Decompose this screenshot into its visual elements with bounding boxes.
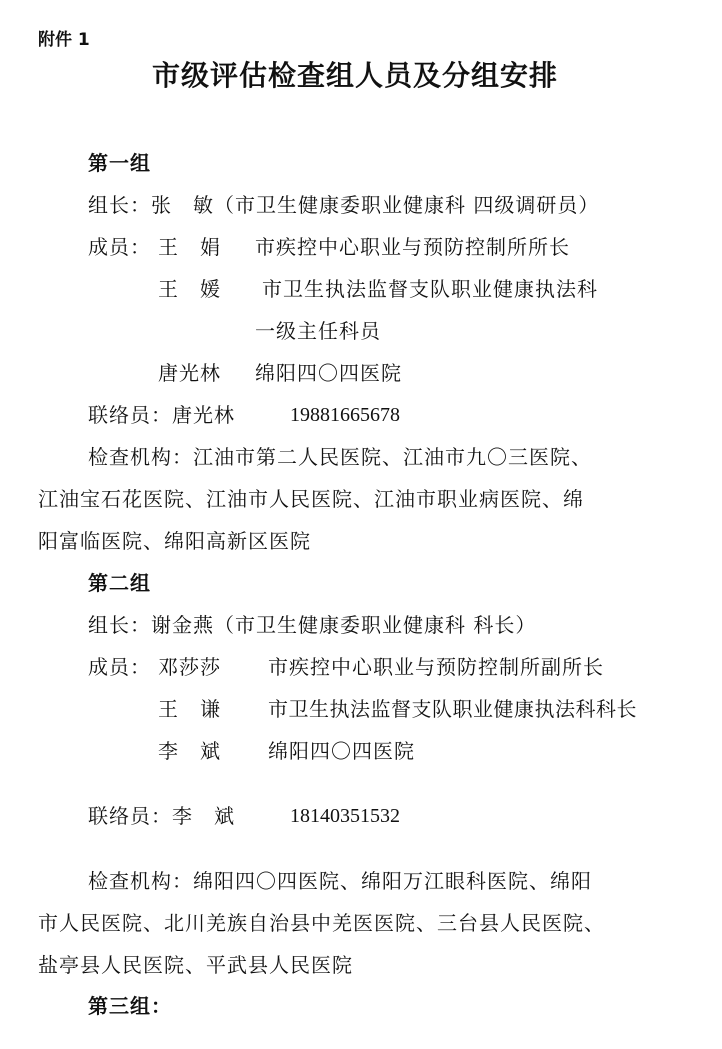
group1-leader-label: 组长： <box>88 193 151 217</box>
group1-member-role-cont: 一级主任科员 <box>255 319 381 343</box>
document-title: 市级评估检查组人员及分组安排 <box>152 59 559 92</box>
group2-orgs-text: 绵阳四〇四医院、绵阳万江眼科医院、绵阳 <box>193 869 592 893</box>
group1-member-name: 唐光林 <box>158 361 221 385</box>
group1-member-role: 绵阳四〇四医院 <box>255 361 402 385</box>
group2-orgs-line3: 盐亭县人民医院、平武县人民医院 <box>38 953 353 977</box>
group2-contact-label: 联络员： <box>88 804 172 828</box>
group2-orgs-line1 <box>88 868 592 894</box>
group2-leader-note: （市卫生健康委职业健康科 科长） <box>214 613 537 637</box>
group2-contact-line <box>88 803 235 829</box>
group1-contact-name: 唐光林 <box>172 403 235 427</box>
group1-orgs-label: 检查机构： <box>88 445 193 469</box>
group1-orgs-line3: 阳富临医院、绵阳高新区医院 <box>38 529 311 553</box>
group3-heading: 第三组： <box>88 994 172 1018</box>
group2-member-name: 李 斌 <box>158 739 221 763</box>
group2-leader-line <box>88 612 536 638</box>
group1-leader-name: 张 敏 <box>151 193 214 217</box>
group2-orgs-label: 检查机构： <box>88 869 193 893</box>
group2-heading: 第二组 <box>88 571 151 595</box>
group2-member-role: 市卫生执法监督支队职业健康执法科科长 <box>268 697 637 721</box>
group2-members-label: 成员： <box>88 655 151 679</box>
group1-leader-line <box>88 192 599 218</box>
group1-member-role: 市疾控中心职业与预防控制所所长 <box>255 235 570 259</box>
group1-contact-line <box>88 402 235 428</box>
group2-leader-label: 组长： <box>88 613 151 637</box>
group1-member-name: 王 娟 <box>158 235 221 259</box>
group1-orgs-text: 江油市第二人民医院、江油市九〇三医院、 <box>193 445 592 469</box>
group1-contact-label: 联络员： <box>88 403 172 427</box>
group1-member-role: 市卫生执法监督支队职业健康执法科 <box>262 277 598 301</box>
group1-members-label: 成员： <box>88 235 151 259</box>
group2-orgs-line2: 市人民医院、北川羌族自治县中羌医医院、三台县人民医院、 <box>38 911 605 935</box>
group1-heading: 第一组 <box>88 151 151 175</box>
group1-orgs-line2: 江油宝石花医院、江油市人民医院、江油市职业病医院、绵 <box>38 487 584 511</box>
group2-leader-name: 谢金燕 <box>151 613 214 637</box>
attachment-label: 附件 1 <box>38 30 90 50</box>
group2-member-role: 绵阳四〇四医院 <box>268 739 415 763</box>
group2-contact-name: 李 斌 <box>172 804 235 828</box>
group2-contact-phone: 18140351532 <box>290 805 400 827</box>
group2-member-role: 市疾控中心职业与预防控制所副所长 <box>268 655 604 679</box>
group1-contact-phone: 19881665678 <box>290 404 400 426</box>
group2-member-name: 邓莎莎 <box>158 655 221 679</box>
group1-member-name: 王 媛 <box>158 277 221 301</box>
group1-leader-note: （市卫生健康委职业健康科 四级调研员） <box>214 193 600 217</box>
group2-member-name: 王 谦 <box>158 697 221 721</box>
group1-orgs-line1 <box>88 444 592 470</box>
